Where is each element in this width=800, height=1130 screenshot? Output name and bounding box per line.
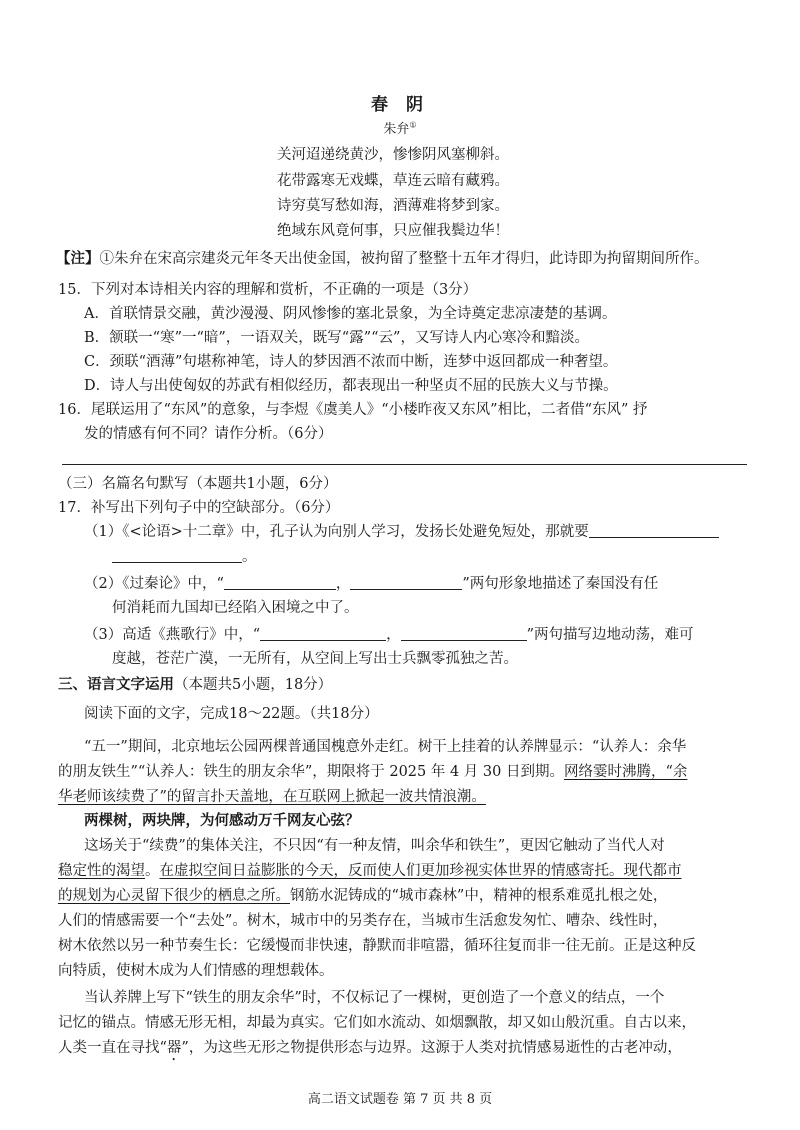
question-16-stem-line1: 16．尾联运用了“东风”的意象，与李煜《虞美人》“小楼昨夜又东风”相比，二者借“东风” 抒: [58, 402, 648, 418]
question-17-item-2-cont: 何消耗而九国却已经陷入困境之中了。: [112, 600, 359, 616]
annotation-label: 【注】: [56, 250, 100, 267]
fill-blank[interactable]: [260, 626, 386, 641]
item-2-text-a: （2）《过秦论》中，“: [84, 576, 224, 592]
passage-line: 这场关于“续费”的集体关注，不只因“有一种友情，叫余华和铁生”，更因它触动了当代人对: [84, 838, 665, 854]
section-3-heading: （三）名篇名句默写（本题共1小题，6分）: [58, 476, 338, 492]
fill-blank[interactable]: [224, 575, 336, 590]
item-1-text: （1）《<论语>十二章》中，孔子认为向别人学习，发扬长处避免短处，那就要: [84, 524, 589, 540]
passage-text: 。: [145, 863, 160, 879]
question-17-stem: 17．补写出下列句子中的空缺部分。（6分）: [58, 500, 340, 516]
item-2-text-b: ”两句形象地描述了秦国没有任: [462, 576, 659, 592]
underlined-sentence: 稳定性的渴望: [58, 863, 145, 879]
question-17-item-1: [84, 523, 719, 541]
question-15-stem: 15．下列对本诗相关内容的理解和赏析，不正确的一项是（3分）: [58, 282, 478, 298]
question-17-item-2: [84, 575, 658, 593]
passage-line: [58, 887, 667, 905]
poem-author: [0, 118, 800, 137]
part-3-heading: [58, 676, 332, 694]
fill-blank[interactable]: [350, 575, 462, 590]
passage-subheading: 两棵树，两块牌，为何感动万千网友心弦？: [84, 812, 360, 829]
item-3-text-a: （3）高适《燕歌行》中，“: [84, 627, 261, 643]
question-15-option-a: A．首联情景交融，黄沙漫漫、阴风惨惨的塞北景象，为全诗奠定悲凉凄楚的基调。: [84, 306, 617, 322]
item-3-comma: ，: [386, 627, 401, 643]
underlined-sentence: 在虚拟空间日益膨胀的今天，反而使人们更加珍视实体世界的情感寄托。现代都市: [159, 863, 682, 879]
reading-intro: 阅读下面的文字，完成18～22题。（共18分）: [84, 706, 379, 722]
annotation-text: ①朱弁在宋高宗建炎元年冬天出使金国，被拘留了整整十五年才得归，此诗即为拘留期间所作。: [99, 251, 709, 267]
passage-line: [58, 763, 687, 781]
question-17-item-1-cont: [112, 548, 257, 566]
passage-line: [58, 1039, 682, 1064]
item-3-text-b: ”两句描写边地动荡，难可: [526, 627, 694, 643]
question-15-option-b: B．颔联一“寒”一“暗”，一语双关，既写“露”“云”，又写诗人内心寒冷和黯淡。: [84, 330, 589, 346]
poem-title: 春 阴: [371, 95, 429, 115]
poem-author-name: 朱弁: [383, 122, 410, 137]
question-16-stem-line2: 发的情感有何不同？请作分析。（6分）: [84, 426, 333, 442]
passage-line: 记忆的锚点。情感无形无相，却最为真实。它们如水流动、如烟飘散，却又如山般沉重。自古以来，: [58, 1015, 696, 1031]
underlined-sentence: 的规划为心灵留下很少的栖息之所。: [58, 888, 290, 904]
passage-line: 人们的情感需要一个“去处”。树木，城市中的另类存在，当城市生活愈发匆忙、嘈杂、线性时，: [58, 913, 668, 929]
passage-line: [58, 788, 486, 806]
question-17-item-3-cont: 度越，苍茫广漠，一无所有，从空间上写出士兵飘零孤独之苦。: [112, 651, 518, 667]
passage-line: 树木依然以另一种节奏生长：它缓慢而非快速，静默而非喧嚣，循环往复而非一往无前。正是这种反: [58, 938, 696, 954]
passage-text: 钢筋水泥铸成的“城市森林”中，精神的根系难觅扎根之处，: [290, 888, 668, 904]
answer-line[interactable]: [62, 464, 747, 465]
part-3-title: 三、语言文字运用: [58, 676, 174, 693]
passage-line: 向特质，使树木成为人们情感的理想载体。: [58, 963, 334, 979]
passage-line: [58, 862, 682, 880]
part-3-sub: （本题共5小题，18分）: [174, 677, 333, 693]
underlined-sentence: 华老师该续费了”的留言扑天盖地，在互联网上掀起一波共情浪潮。: [58, 789, 486, 805]
passage-line: 当认养牌上写下“铁生的朋友余华”时，不仅标记了一棵树，更创造了一个意义的结点，一个: [84, 990, 665, 1006]
poem-line: 关河迢递绕黄沙，惨惨阴风塞柳斜。: [277, 147, 509, 163]
passage-line: “五一”期间，北京地坛公园两棵普通国槐意外走红。树干上挂着的认养牌显示：“认养人：余华: [84, 739, 687, 755]
poem-line: 花带露寒无戏蝶，草连云暗有藏鸦。: [277, 173, 509, 189]
poem-line: 诗穷莫写愁如海，酒薄难将梦到家。: [277, 198, 509, 214]
fill-blank[interactable]: [112, 548, 242, 563]
poem-line: 绝域东风竟何事，只应催我鬓边华！: [277, 223, 509, 239]
poem-annotation: [56, 250, 709, 268]
page-footer: 高二语文试题卷 第 7 页 共 8 页: [307, 1092, 493, 1107]
footnote-mark: ①: [409, 120, 417, 130]
underlined-sentence: 网络霎时沸腾，“余: [563, 764, 688, 780]
question-15-option-c: C．颈联“酒薄”句堪称神笔，诗人的梦因酒不浓而中断，连梦中返回都成一种奢望。: [84, 354, 618, 370]
item-2-comma: ，: [335, 576, 351, 592]
emphasized-character: 器: [166, 1040, 182, 1056]
fill-blank[interactable]: [401, 626, 527, 641]
passage-text: 的朋友铁生”“认养人：铁生的朋友余华”，期限将于 2025 年 4 月 30 日到期。: [58, 764, 564, 780]
passage-text: 人类一直在寻找“: [58, 1040, 167, 1056]
question-15-option-d: D．诗人与出使匈奴的苏武有相似经历，都表现出一种坚贞不屈的民族大义与节操。: [84, 378, 618, 394]
fill-blank[interactable]: [589, 523, 719, 538]
item-1-end: 。: [242, 549, 257, 565]
question-17-item-3: [84, 626, 694, 644]
passage-text: ”，为这些无形之物提供形态与边界。这源于人类对抗情感易逝性的古老冲动，: [181, 1040, 682, 1056]
